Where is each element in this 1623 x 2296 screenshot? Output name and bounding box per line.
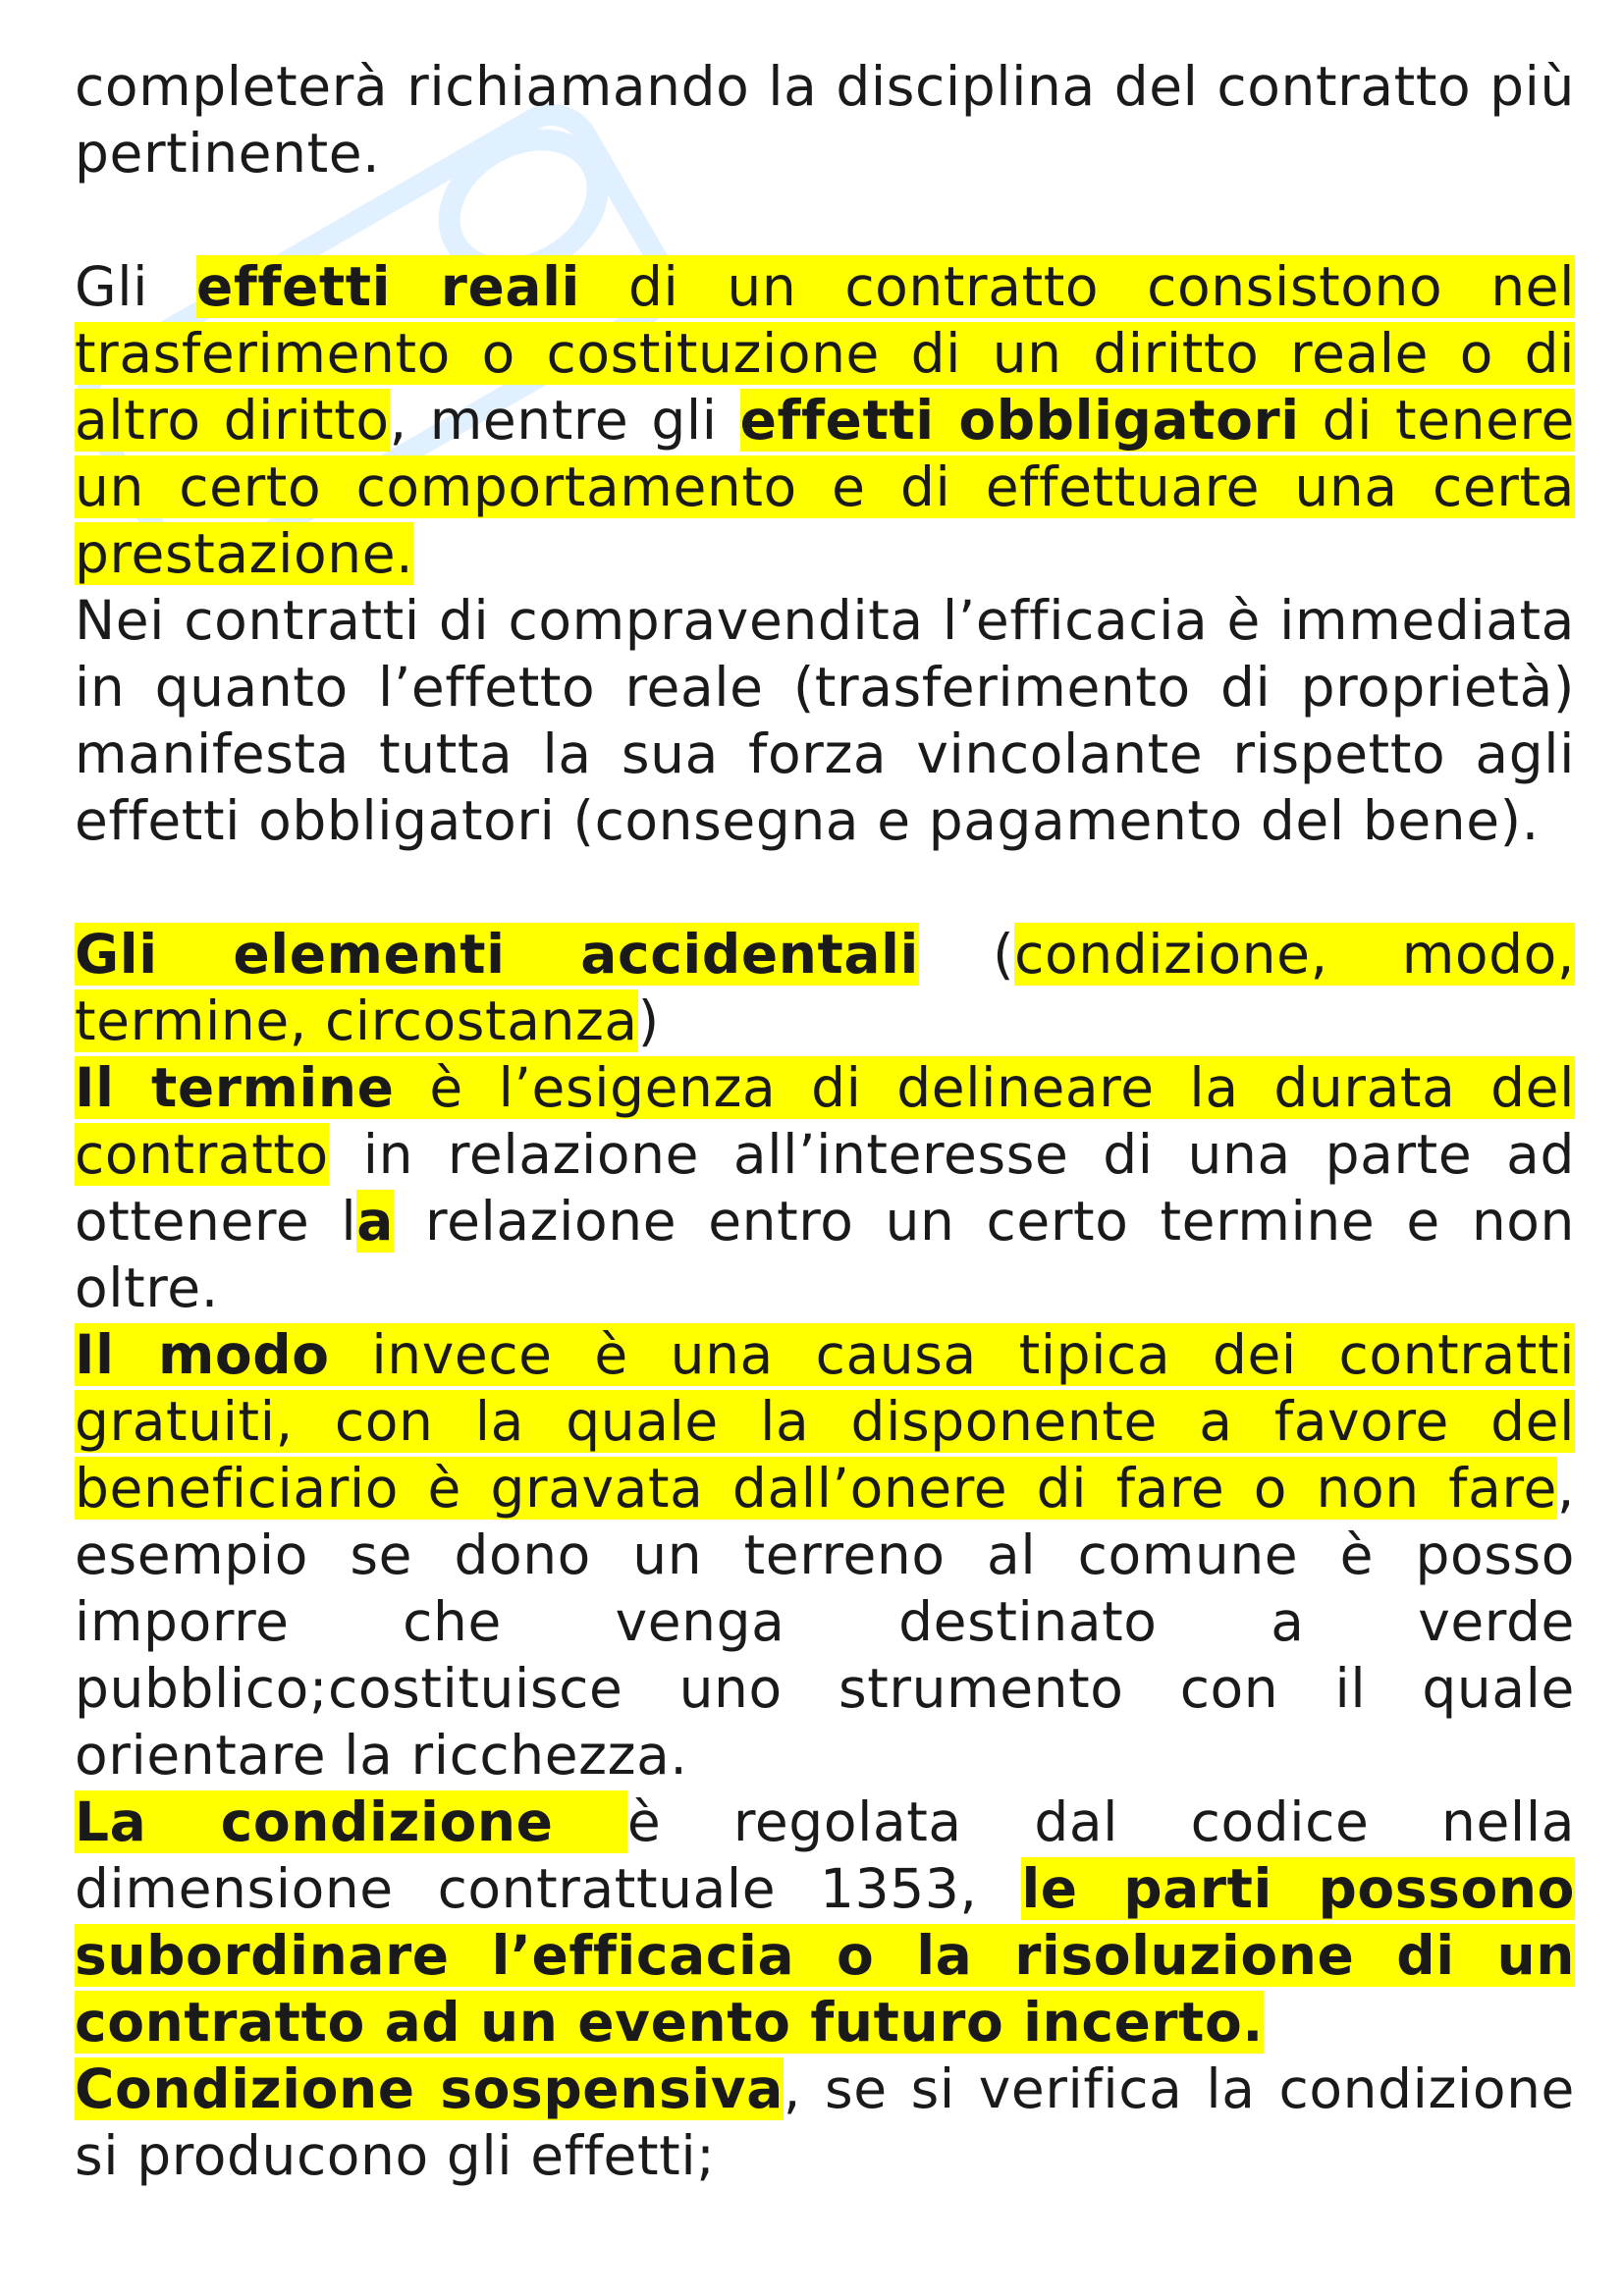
text: ( <box>919 923 1015 986</box>
paragraph-compravendita <box>75 587 1575 854</box>
highlighted-bold-text: le parti possono subordinare l’efficacia o la risoluzione di un contratto ad un evento futuro incerto. <box>75 1857 1575 2054</box>
term-effetti-obbligatori: effetti obbligatori <box>739 389 1300 452</box>
term-condizione-sospensiva: Condizione sospensiva <box>75 2057 784 2120</box>
highlighted-text: di un contratto consistono nel trasferimento o costituzione di un diritto reale o di altro diritto <box>75 255 1575 452</box>
paragraph-elementi-accidentali <box>75 921 1575 1054</box>
paragraph-condizione <box>75 1789 1575 2056</box>
text: è regolata dal codice nella dimensione contrattuale 1353, <box>75 1790 1576 1920</box>
paragraph-1 <box>75 53 1575 187</box>
highlighted-letter: a <box>356 1190 395 1253</box>
highlighted-text: condizione, modo, termine, circostanza <box>75 923 1576 1052</box>
highlighted-text: di tenere un certo comportamento e di effettuare una certa prestazione. <box>75 389 1575 585</box>
document-page <box>75 53 1575 2189</box>
term-il-modo: Il modo <box>75 1323 330 1386</box>
paragraph-gap <box>75 187 1575 253</box>
paragraph-gap <box>75 854 1575 921</box>
paragraph-condizione-sospensiva <box>75 2056 1575 2189</box>
text: relazione entro un certo termine e non oltre. <box>75 1190 1576 1319</box>
text: , mentre gli <box>389 389 740 452</box>
paragraph-termine <box>75 1054 1575 1321</box>
text: Gli <box>75 255 196 318</box>
term-la-condizione: La condizione <box>75 1790 627 1853</box>
heading-elementi-accidentali: Gli elementi accidentali <box>75 923 919 986</box>
text: , esempio se dono un terreno al comune è posso imporre che venga destinato a verde pubblico;costituisce uno strumento con il quale orientare la ricchezza. <box>75 1457 1575 1787</box>
term-effetti-reali: effetti reali <box>196 255 581 318</box>
text: , se si verifica la condizione si producono gli effetti; <box>75 2057 1575 2187</box>
text: completerà richiamando la disciplina del contratto più pertinente. <box>75 55 1575 185</box>
text: ) <box>637 989 660 1052</box>
text: in relazione all’interesse di una parte ad ottenere l <box>75 1123 1575 1253</box>
paragraph-effetti <box>75 253 1575 587</box>
highlighted-text: invece è una causa tipica dei contratti gratuiti, con la quale la disponente a favore del beneficiario è gravata dall’onere di fare o non fare <box>75 1323 1575 1520</box>
term-il-termine: Il termine <box>75 1056 395 1119</box>
highlighted-text: è l’esigenza di delineare la durata del contratto <box>75 1056 1576 1186</box>
paragraph-modo <box>75 1321 1575 1789</box>
text: Nei contratti di compravendita l’efficacia è immediata in quanto l’effetto reale (trasferimento di proprietà) manifesta tutta la sua forza vincolante rispetto agli effetti obbligatori (consegna e pagamento del bene). <box>75 589 1575 852</box>
